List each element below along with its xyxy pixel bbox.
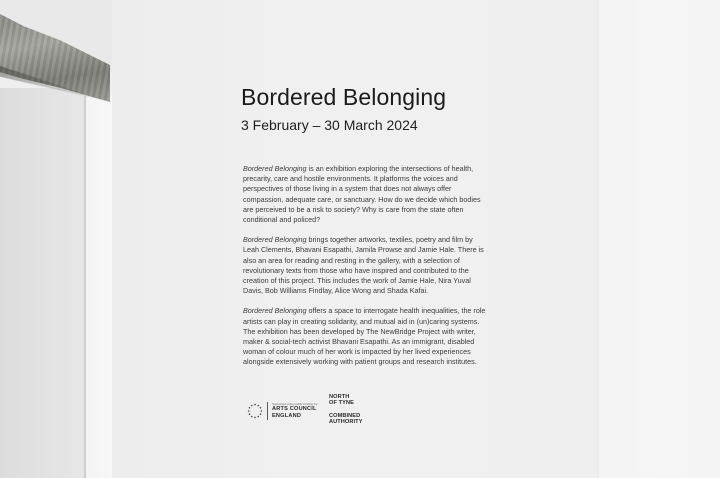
paragraph-lead: Bordered Belonging (243, 306, 307, 316)
ace-line-2: ENGLAND (272, 413, 302, 419)
arts-council-wordmark (272, 402, 317, 419)
ntca-line-2: OF TYNE (329, 400, 354, 407)
paragraph-body: brings together artworks, textiles, poetry and film by Leah Clements, Bhavani Esapathi, Jamila Prowse and Jamie Hale. There is also an area for reading and resting in the gallery, with a selection of revolutionary texts from those who have inspired and contributed to the creation of this project. This includes the work of Jamie Hale, Nira Yuval Davis, Bob Williams Findlay, Alice Wong and Shada Kafai. (243, 235, 484, 296)
exhibition-dates: 3 February – 30 March 2024 (241, 117, 418, 133)
logo-divider (267, 402, 268, 420)
exhibition-title: Bordered Belonging (241, 84, 447, 110)
paragraph-artists (243, 235, 487, 296)
paragraph-intro (243, 164, 487, 225)
pillar (0, 88, 86, 478)
paragraph-body: offers a space to interrogate health inequalities, the role artists can play in creating solidarity, and mutual aid in (un)caring systems. The exhibition has been developed by The NewBridge Project with writer, maker & social-tech activist Bhavani Esapathi. As an immigrant, disabled woman of colour much of her work is impacted by her lived experiences alongside extensively working with patient groups and research institutes. (243, 306, 486, 367)
arts-council-logo (247, 400, 317, 422)
arts-council-circle-icon (247, 403, 263, 419)
paragraph-lead: Bordered Belonging (243, 235, 307, 245)
ntca-line-3: COMBINED (329, 412, 361, 419)
pillar-side-face (86, 96, 112, 478)
side-wall (598, 0, 720, 478)
paragraph-body: is an exhibition exploring the intersections of health, precarity, care and hostile environments. It platforms the voices and perspectives of those living in a system that does not always offer compassion, adequate care, or sanctuary. How do we decide which bodies are perceived to be a risk to society? Why is care from the state often conditional and policed? (243, 164, 481, 225)
paragraph-space (243, 306, 487, 367)
north-of-tyne-logo (329, 394, 369, 426)
ace-line-1: ARTS COUNCIL (272, 406, 317, 413)
ntca-line-4: AUTHORITY (329, 419, 363, 426)
funding-note: Supported using public funding by (272, 402, 318, 407)
ntca-line-1: NORTH (329, 394, 350, 400)
wall-corner (597, 0, 599, 478)
paragraph-lead: Bordered Belonging (243, 164, 307, 173)
wall-text (243, 164, 487, 378)
